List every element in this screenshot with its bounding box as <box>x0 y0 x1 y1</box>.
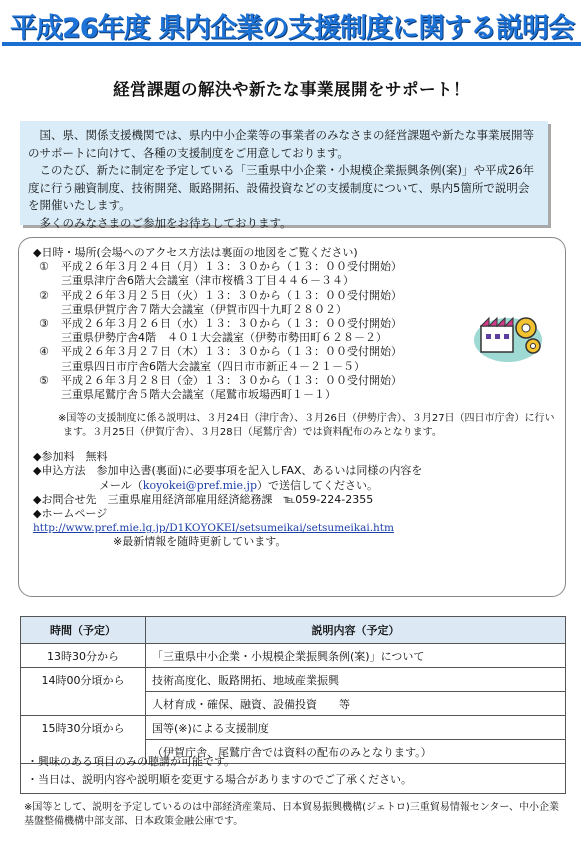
info-box <box>18 237 566 597</box>
session-date: 平成２６年３月２４日（月）１３：３０から（１３：００受付開始） <box>61 260 402 274</box>
datetime-heading: ◆日時・場所(会場へのアクセス方法は裏面の地図をご覧ください) <box>33 246 358 259</box>
program-note: ・興味のある項目のみの聴講が可能です。 <box>27 755 236 768</box>
session-number: ⑤ <box>39 373 49 387</box>
session-date: 平成２６年３月２８日（金）１３：３０から（１３：００受付開始） <box>61 373 402 387</box>
homepage-heading: ◆ホームページ <box>33 507 108 521</box>
page-title: 平成26年度 県内企業の支援制度に関する説明会 <box>10 13 574 44</box>
homepage-note: ※最新情報を随時更新しています。 <box>113 535 287 549</box>
table-row <box>21 716 566 740</box>
apply-text: ◆申込方法 参加申込書(裏面)に必要事項を記入しFAX、あるいは同様の内容を <box>33 464 423 478</box>
footnote: ※国等として、説明を予定しているのは中部経済産業局、日本貿易振興機構(ジェトロ)三重貿易情報センター、中小企業基盤整備機構中部支部、日本政策金融公庫です。 <box>24 802 559 827</box>
contact-text: ◆お問合せ先 三重県雇用経済部雇用経済総務課 ℡059-224-2355 <box>33 492 374 506</box>
session-number: ④ <box>39 345 49 359</box>
intro-paragraph-3: 多くのみなさまのご参加をお待ちしております。 <box>39 215 292 230</box>
apply-mail-prefix: メール（ <box>99 478 143 492</box>
session-date: 平成２６年３月２６日（水）１３：３０から（１３：００受付開始） <box>61 317 402 331</box>
factory-illustration <box>471 300 545 364</box>
session-item <box>39 260 557 288</box>
table-row <box>21 668 566 692</box>
session-number: ② <box>39 288 49 302</box>
subtitle: 経営課題の解決や新たな事業展開をサポート！ <box>113 80 470 99</box>
content-cell: 「三重県中小企業・小規模企業振興条例(案)」について <box>146 644 566 668</box>
title-bar <box>2 4 581 46</box>
fee-text: ◆参加料 無料 <box>33 450 108 464</box>
header-time: 時間（予定） <box>21 617 146 644</box>
session-number: ① <box>39 260 49 274</box>
session-item <box>39 374 557 402</box>
session-date: 平成２６年３月２７日（木）１３：３０から（１３：００受付開始） <box>61 345 402 359</box>
intro-box <box>20 121 548 230</box>
program-table <box>20 616 566 764</box>
table-header-row <box>21 617 566 644</box>
session-venue: 三重県津庁舎6階大会議室（津市桜橋３丁目４４６－３４） <box>61 274 354 288</box>
intro-paragraph-1: 国、県、関係支援機関では、県内中小企業等の事業者のみなさまの経営課題や新たな事業展開等のサポートに向けて、各種の支援制度をご用意しております。 <box>28 128 534 160</box>
program-note: ・当日は、説明内容や説明順を変更する場合がありますのでご了承ください。 <box>27 773 412 786</box>
header-content: 説明内容（予定） <box>146 617 566 644</box>
table-row <box>21 644 566 668</box>
time-cell: 15時30分頃から <box>21 716 146 764</box>
session-note: ※国等の支援制度に係る説明は、３月24日（津庁舎）、３月26日（伊勢庁舎）、３月27日（四日市庁舎）に行います。３月25日（伊賀庁舎）、３月28日（尾鷲庁舎）では資料配布のみとなります。 <box>58 413 555 439</box>
content-cell: 技術高度化、販路開拓、地域産業振興 <box>146 668 566 692</box>
email-link[interactable]: koyokei@pref.mie.jp <box>142 478 257 492</box>
session-venue: 三重県伊勢庁舎4階 ４０１大会議室（伊勢市勢田町６２８－２） <box>61 331 387 345</box>
content-cell: （伊賀庁舎、尾鷲庁舎では資料の配布のみとなります。） <box>146 740 566 764</box>
time-cell: 14時00分頃から <box>21 668 146 716</box>
program-notes <box>20 750 566 794</box>
apply-mail-suffix: ）で送信してください。 <box>257 478 378 492</box>
time-cell: 13時30分から <box>21 644 146 668</box>
content-cell: 国等(※)による支援制度 <box>146 716 566 740</box>
session-venue: 三重県伊賀庁舎７階大会議室（伊賀市四十九町２８０２） <box>61 302 347 316</box>
apply-mail-line <box>33 479 557 493</box>
session-number: ③ <box>39 317 49 331</box>
intro-paragraph-2: このたび、新たに制定を予定している「三重県中小企業・小規模企業振興条例(案)」や平成26年度に行う融資制度、技術開発、販路開拓、設備投資などの支援制度について、県内5箇所で説明会を開催いたします。 <box>28 163 535 212</box>
session-venue: 三重県尾鷲庁舎５階大会議室（尾鷲市坂場西町１－１） <box>61 388 336 402</box>
content-cell: 人材育成・確保、融資、設備投資 等 <box>146 692 566 716</box>
session-venue: 三重県四日市庁舎6階大会議室（四日市市新正４－２１－５） <box>61 359 365 373</box>
homepage-link[interactable]: http://www.pref.mie.lg.jp/D1KOYOKEI/setsumeikai/setsumeikai.htm <box>33 522 394 535</box>
session-date: 平成２６年３月２５日（火）１３：３０から（１３：００受付開始） <box>61 288 402 302</box>
